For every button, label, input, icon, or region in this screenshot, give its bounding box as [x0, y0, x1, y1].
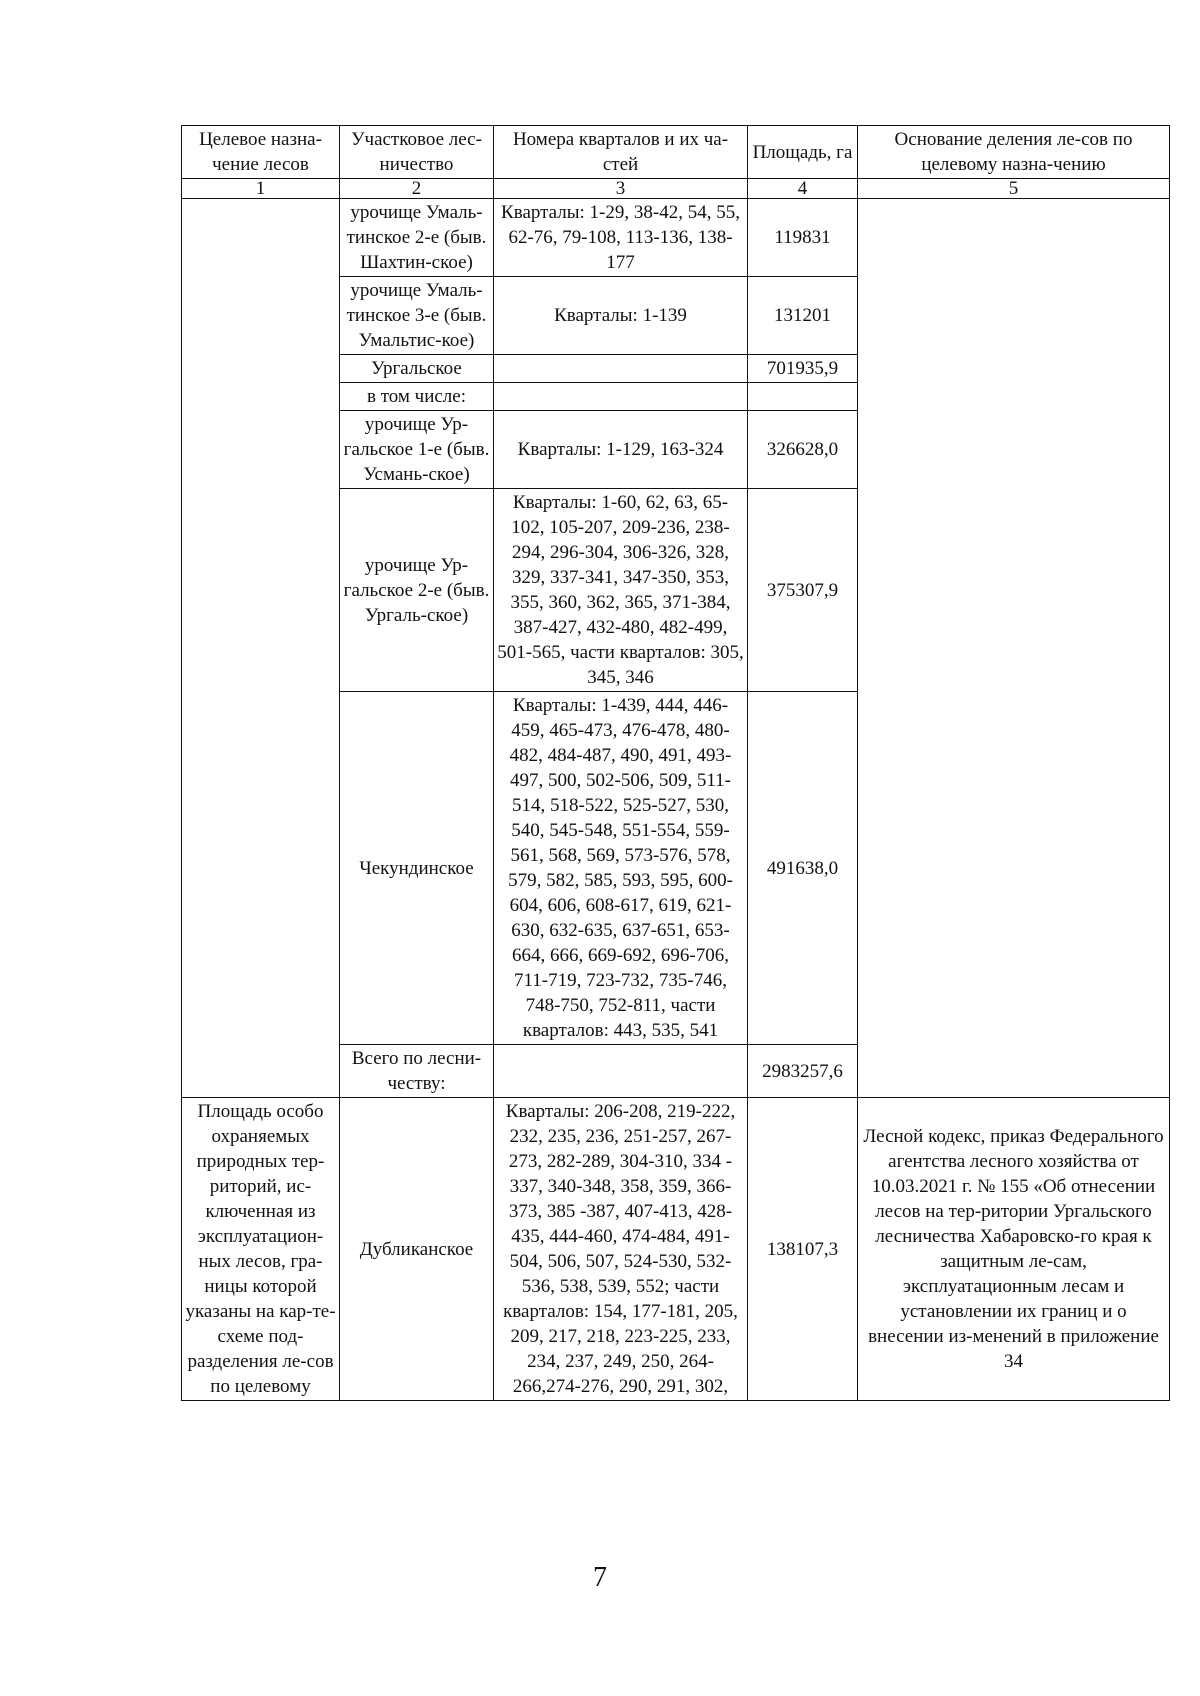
quarters-cell: Кварталы: 1-129, 163-324	[494, 411, 748, 489]
header-purpose: Целевое назна-чение лесов	[182, 126, 340, 179]
table-row-protected	[182, 1098, 1170, 1401]
district-cell: Ургальское	[340, 355, 494, 383]
quarters-cell	[494, 383, 748, 411]
header-district: Участковое лес-ничество	[340, 126, 494, 179]
district-cell: Дубликанское	[340, 1098, 494, 1401]
header-quarters: Номера кварталов и их ча-стей	[494, 126, 748, 179]
column-number: 2	[340, 179, 494, 199]
district-cell: урочище Умаль-тинское 3-е (быв. Умальтис-кое)	[340, 277, 494, 355]
area-cell: 131201	[748, 277, 858, 355]
basis-cell-empty	[858, 199, 1170, 1098]
quarters-cell	[494, 1045, 748, 1098]
area-cell: 491638,0	[748, 692, 858, 1045]
quarters-cell: Кварталы: 1-29, 38-42, 54, 55, 62-76, 79-108, 113-136, 138-177	[494, 199, 748, 277]
column-number: 5	[858, 179, 1170, 199]
column-number: 4	[748, 179, 858, 199]
area-cell: 119831	[748, 199, 858, 277]
district-cell: урочище Ур-гальское 2-е (быв. Ургаль-ское)	[340, 489, 494, 692]
quarters-cell: Кварталы: 1-139	[494, 277, 748, 355]
page-number: 7	[593, 1562, 607, 1593]
district-cell: Чекундинское	[340, 692, 494, 1045]
quarters-cell: Кварталы: 1-60, 62, 63, 65-102, 105-207, 209-236, 238-294, 296-304, 306-326, 328, 329, 337-341, 347-350, 353, 355, 360, 362, 365, 371-384, 387-427, 432-480, 482-499, 501-565, части кварталов: 305, 345, 346	[494, 489, 748, 692]
quarters-cell: Кварталы: 206-208, 219-222, 232, 235, 236, 251-257, 267-273, 282-289, 304-310, 334 - 337, 340-348, 358, 359, 366-373, 385 -387, 407-413, 428-435, 444-460, 474-484, 491-504, 506, 507, 524-530, 532-536, 538, 539, 552; части кварталов: 154, 177-181, 205, 209, 217, 218, 223-225, 233, 234, 237, 249, 250, 264-266,274-276, 290, 291, 302,	[494, 1098, 748, 1401]
column-number: 3	[494, 179, 748, 199]
header-area: Площадь, га	[748, 126, 858, 179]
column-number-row	[182, 179, 1170, 199]
quarters-cell	[494, 355, 748, 383]
area-cell	[748, 383, 858, 411]
quarters-cell: Кварталы: 1-439, 444, 446-459, 465-473, 476-478, 480-482, 484-487, 490, 491, 493-497, 500, 502-506, 509, 511-514, 518-522, 525-527, 530, 540, 545-548, 551-554, 559-561, 568, 569, 573-576, 578, 579, 582, 585, 593, 595, 600-604, 606, 608-617, 619, 621-630, 632-635, 637-651, 653-664, 666, 669-692, 696-706, 711-719, 723-732, 735-746, 748-750, 752-811, части кварталов: 443, 535, 541	[494, 692, 748, 1045]
column-number: 1	[182, 179, 340, 199]
basis-cell: Лесной кодекс, приказ Федерального агентства лесного хозяйства от 10.03.2021 г. № 155 «Об отнесении лесов на тер-ритории Ургальского лесничества Хабаровско-го края к защитным ле-сам, эксплуатационным лесам и установлении их границ и о внесении из-менений в приложение 34	[858, 1098, 1170, 1401]
district-cell: урочище Умаль-тинское 2-е (быв. Шахтин-ское)	[340, 199, 494, 277]
header-row	[182, 126, 1170, 179]
purpose-cell: Площадь особо охраняемых природных тер-риторий, ис-ключенная из эксплуатацион-ных лесов, гра-ницы которой указаны на кар-те-схеме под-разделения ле-сов по целевому	[182, 1098, 340, 1401]
header-basis: Основание деления ле-сов по целевому назна-чению	[858, 126, 1170, 179]
district-cell: Всего по лесни-честву:	[340, 1045, 494, 1098]
area-cell: 326628,0	[748, 411, 858, 489]
forest-division-table	[181, 125, 1170, 1401]
district-cell: урочище Ур-гальское 1-е (быв. Усмань-ское)	[340, 411, 494, 489]
area-cell: 138107,3	[748, 1098, 858, 1401]
purpose-cell-empty	[182, 199, 340, 1098]
area-cell: 2983257,6	[748, 1045, 858, 1098]
district-cell: в том числе:	[340, 383, 494, 411]
area-cell: 701935,9	[748, 355, 858, 383]
table-row	[182, 199, 1170, 277]
area-cell: 375307,9	[748, 489, 858, 692]
